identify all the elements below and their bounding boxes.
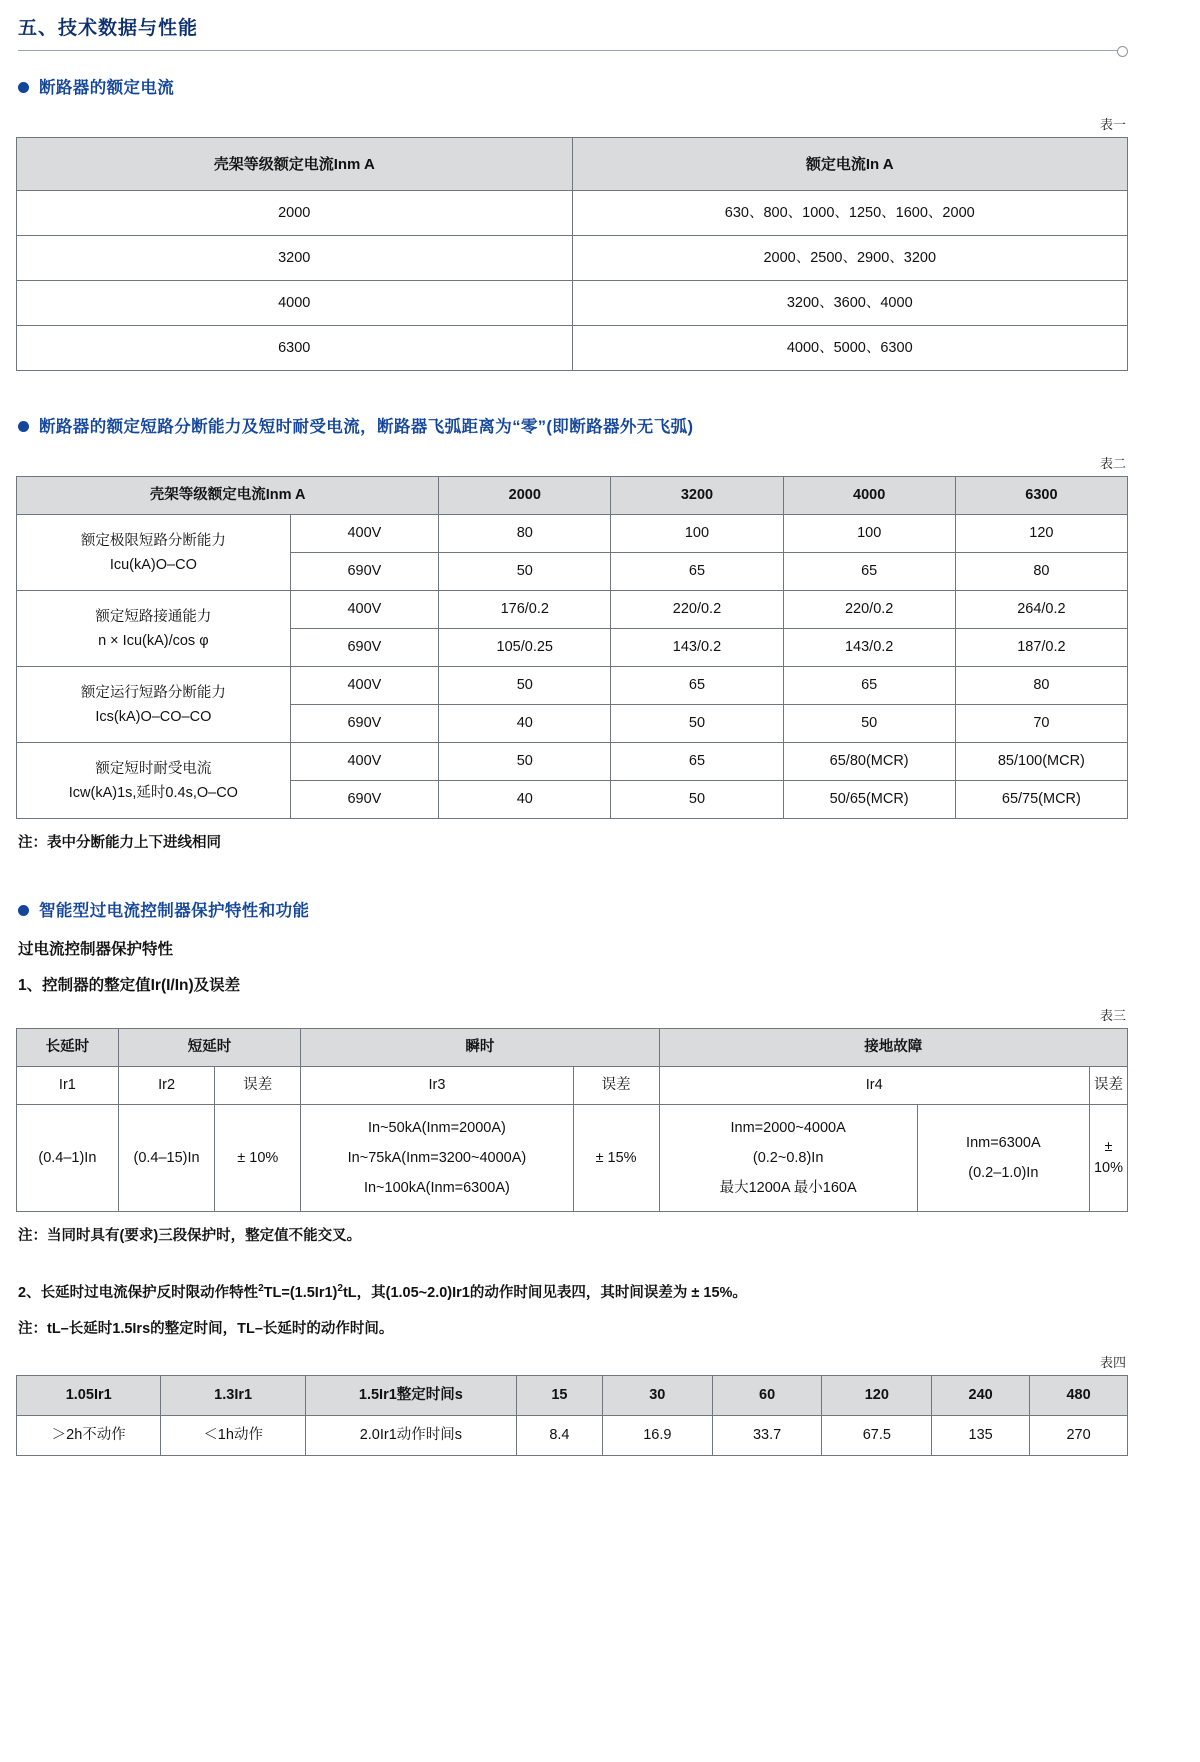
cell-ir4b-line1: Inm=6300A [966, 1135, 1041, 1151]
cell-value: 187/0.2 [955, 629, 1127, 667]
cell-frame-size: 4000 [17, 281, 573, 326]
col-header-ir4: Ir4 [659, 1067, 1089, 1105]
row-label-icu [17, 515, 291, 591]
col-header-frame-size: 壳架等级额定电流Inm A [17, 138, 573, 191]
cell-value: 65 [783, 667, 955, 705]
cell-time-15: 15 [516, 1375, 602, 1415]
cell-value: 143/0.2 [783, 629, 955, 667]
cell-time-480: 480 [1030, 1375, 1128, 1415]
cell-voltage: 400V [290, 667, 438, 705]
table-row [17, 1105, 1128, 1212]
table-row [17, 1029, 1128, 1067]
row-label-line1: 额定短路接通能力 [95, 608, 212, 625]
cell-op-time-2: 16.9 [602, 1415, 712, 1455]
cell-value: 143/0.2 [611, 629, 783, 667]
cell-frame-size: 3200 [17, 236, 573, 281]
note-long-delay: 注：tL–长延时1.5Irs的整定时间，TL–长延时的动作时间。 [18, 1320, 394, 1337]
cell-ir4a-line2: (0.2~0.8)In [752, 1150, 824, 1166]
col-header-ir2: Ir2 [118, 1067, 215, 1105]
cell-ir2-value: (0.4–15)In [118, 1105, 215, 1212]
paragraph-superscript-1: 2 [258, 1283, 264, 1294]
table-three-caption: 表三 [1099, 1008, 1126, 1023]
cell-value: 65 [783, 553, 955, 591]
cell-op-time-4: 67.5 [822, 1415, 932, 1455]
table-row [17, 326, 1128, 371]
row-label-line2: Ics(kA)O–CO–CO [95, 708, 212, 725]
cell-value: 50 [611, 705, 783, 743]
cell-voltage: 690V [290, 781, 438, 819]
cell-value: 220/0.2 [783, 591, 955, 629]
paragraph-part-1: 2、长延时过电流保护反时限动作特性 [18, 1284, 259, 1301]
section-header [16, 16, 1128, 60]
paragraph-superscript-2: 2 [337, 1283, 343, 1294]
item-setting-value: 1、控制器的整定值Ir(I/In)及误差 [18, 977, 241, 994]
bullet-icon [18, 82, 29, 93]
table-row [17, 1415, 1128, 1455]
table-row [17, 191, 1128, 236]
cell-error-4-value: ± 10% [1089, 1105, 1127, 1212]
table-row [17, 743, 1128, 781]
cell-voltage: 690V [290, 553, 438, 591]
col-header-rated-current: 额定电流In A [572, 138, 1128, 191]
cell-error-3-value: ± 15% [573, 1105, 659, 1212]
cell-value: 65 [611, 553, 783, 591]
table-row [17, 236, 1128, 281]
cell-rated-current: 4000、5000、6300 [572, 326, 1128, 371]
cell-105ir1-header: 1.05Ir1 [17, 1375, 161, 1415]
cell-value: 220/0.2 [611, 591, 783, 629]
cell-voltage: 690V [290, 629, 438, 667]
heading-controller [16, 899, 1128, 923]
col-header-short-delay: 短延时 [118, 1029, 300, 1067]
cell-ir4a-line3: 最大1200A 最小160A [719, 1180, 857, 1196]
cell-value: 65/80(MCR) [783, 743, 955, 781]
cell-value: 40 [439, 705, 611, 743]
col-header-error-2: 误差 [215, 1067, 301, 1105]
cell-op-time-1: 8.4 [516, 1415, 602, 1455]
cell-frame-size: 2000 [17, 191, 573, 236]
section-rule-end-dot [1117, 46, 1128, 57]
cell-value: 40 [439, 781, 611, 819]
bullet-icon [18, 421, 29, 432]
table-row [17, 1375, 1128, 1415]
cell-voltage: 400V [290, 515, 438, 553]
cell-ir4-group-a [659, 1105, 917, 1212]
cell-voltage: 690V [290, 705, 438, 743]
cell-value: 105/0.25 [439, 629, 611, 667]
table-row [17, 591, 1128, 629]
cell-20ir1-label: 2.0Ir1动作时间s [305, 1415, 516, 1455]
table-rated-current [16, 137, 1128, 371]
cell-rated-current: 3200、3600、4000 [572, 281, 1128, 326]
cell-rated-current: 630、800、1000、1250、1600、2000 [572, 191, 1128, 236]
cell-voltage: 400V [290, 743, 438, 781]
row-label-line1: 额定运行短路分断能力 [80, 684, 226, 701]
row-label-line2: n × Icu(kA)/cos φ [98, 632, 209, 649]
cell-value: 50 [439, 553, 611, 591]
cell-value: 50/65(MCR) [783, 781, 955, 819]
section-rule [18, 50, 1120, 51]
cell-ir3-line3: In~100kA(Inm=6300A) [363, 1180, 510, 1196]
cell-value: 100 [611, 515, 783, 553]
cell-op-time-6: 270 [1030, 1415, 1128, 1455]
cell-ir3-value [301, 1105, 573, 1212]
note-table-two: 注：表中分断能力上下进线相同 [18, 835, 221, 851]
cell-rated-current: 2000、2500、2900、3200 [572, 236, 1128, 281]
cell-15ir1-setting-header: 1.5Ir1整定时间s [305, 1375, 516, 1415]
col-header-long-delay: 长延时 [17, 1029, 119, 1067]
cell-value: 50 [439, 667, 611, 705]
col-header-error-3: 误差 [573, 1067, 659, 1105]
table-setting-values [16, 1028, 1128, 1212]
col-header-error-4: 误差 [1089, 1067, 1127, 1105]
row-label-line2: Icw(kA)1s,延时0.4s,O–CO [68, 784, 238, 801]
cell-value: 65 [611, 667, 783, 705]
cell-value: 50 [611, 781, 783, 819]
heading-breaking-capacity [16, 415, 1128, 439]
spacer [16, 371, 1128, 399]
row-label-ics [17, 667, 291, 743]
col-header-frame-size: 壳架等级额定电流Inm A [17, 477, 439, 515]
row-label-making-capacity [17, 591, 291, 667]
heading-controller-label: 智能型过电流控制器保护特性和功能 [39, 902, 310, 920]
col-header-frame-3200: 3200 [611, 477, 783, 515]
cell-value: 100 [783, 515, 955, 553]
cell-time-60: 60 [712, 1375, 822, 1415]
table-row [17, 281, 1128, 326]
cell-value: 264/0.2 [955, 591, 1127, 629]
section-title: 五、技术数据与性能 [18, 18, 199, 39]
row-label-line1: 额定极限短路分断能力 [80, 532, 226, 549]
table-four-caption: 表四 [1099, 1354, 1126, 1370]
col-header-ground-fault: 接地故障 [659, 1029, 1127, 1067]
table-row [17, 1067, 1128, 1105]
table-two-caption: 表二 [1099, 456, 1126, 471]
col-header-frame-2000: 2000 [439, 477, 611, 515]
cell-value: 80 [955, 667, 1127, 705]
cell-ir4a-line1: Inm=2000~4000A [730, 1120, 846, 1136]
cell-value: 80 [439, 515, 611, 553]
col-header-ir1: Ir1 [17, 1067, 119, 1105]
cell-op-time-5: 135 [932, 1415, 1030, 1455]
paragraph-long-delay-characteristic [18, 1276, 1128, 1306]
col-header-instantaneous: 瞬时 [301, 1029, 659, 1067]
cell-time-120: 120 [822, 1375, 932, 1415]
cell-value: 50 [783, 705, 955, 743]
cell-value: 50 [439, 743, 611, 781]
cell-ir1-value: (0.4–1)In [17, 1105, 119, 1212]
cell-frame-size: 6300 [17, 326, 573, 371]
cell-13ir1-value: ＜1h动作 [161, 1415, 305, 1455]
table-breaking-capacity [16, 476, 1128, 819]
table-row [17, 477, 1128, 515]
cell-value: 70 [955, 705, 1127, 743]
row-label-icw [17, 743, 291, 819]
note-table-three: 注：当同时具有(要求)三段保护时，整定值不能交叉。 [18, 1228, 362, 1244]
col-header-frame-4000: 4000 [783, 477, 955, 515]
spacer [16, 1248, 1128, 1266]
table-row [17, 138, 1128, 191]
table-operating-time [16, 1375, 1128, 1456]
cell-time-30: 30 [602, 1375, 712, 1415]
cell-ir4-group-b [917, 1105, 1089, 1212]
heading-rated-current [16, 76, 1128, 100]
cell-ir4b-line2: (0.2–1.0)In [968, 1165, 1039, 1181]
cell-op-time-3: 33.7 [712, 1415, 822, 1455]
cell-time-240: 240 [932, 1375, 1030, 1415]
col-header-ir3: Ir3 [301, 1067, 573, 1105]
cell-ir3-line1: In~50kA(Inm=2000A) [368, 1120, 506, 1136]
subheading-protection-characteristics: 过电流控制器保护特性 [18, 941, 174, 958]
spacer [16, 855, 1128, 883]
cell-value: 65 [611, 743, 783, 781]
cell-105ir1-value: ＞2h不动作 [17, 1415, 161, 1455]
table-one-caption: 表一 [1099, 117, 1126, 132]
cell-value: 120 [955, 515, 1127, 553]
cell-ir3-line2: In~75kA(Inm=3200~4000A) [347, 1150, 527, 1166]
bullet-icon [18, 905, 29, 916]
heading-breaking-capacity-label: 断路器的额定短路分断能力及短时耐受电流，断路器飞弧距离为“零”(即断路器外无飞弧) [39, 418, 694, 436]
cell-value: 176/0.2 [439, 591, 611, 629]
cell-error-2-value: ± 10% [215, 1105, 301, 1212]
table-row [17, 515, 1128, 553]
table-row [17, 667, 1128, 705]
paragraph-part-3: tL，其(1.05~2.0)Ir1的动作时间见表四，其时间误差为 ± 15%。 [342, 1284, 747, 1301]
cell-voltage: 400V [290, 591, 438, 629]
paragraph-part-2: TL=(1.5Ir1) [263, 1284, 338, 1301]
cell-value: 85/100(MCR) [955, 743, 1127, 781]
row-label-line2: Icu(kA)O–CO [109, 556, 197, 573]
row-label-line1: 额定短时耐受电流 [95, 760, 212, 777]
heading-rated-current-label: 断路器的额定电流 [39, 79, 175, 97]
cell-value: 65/75(MCR) [955, 781, 1127, 819]
cell-value: 80 [955, 553, 1127, 591]
col-header-frame-6300: 6300 [955, 477, 1127, 515]
cell-13ir1-header: 1.3Ir1 [161, 1375, 305, 1415]
